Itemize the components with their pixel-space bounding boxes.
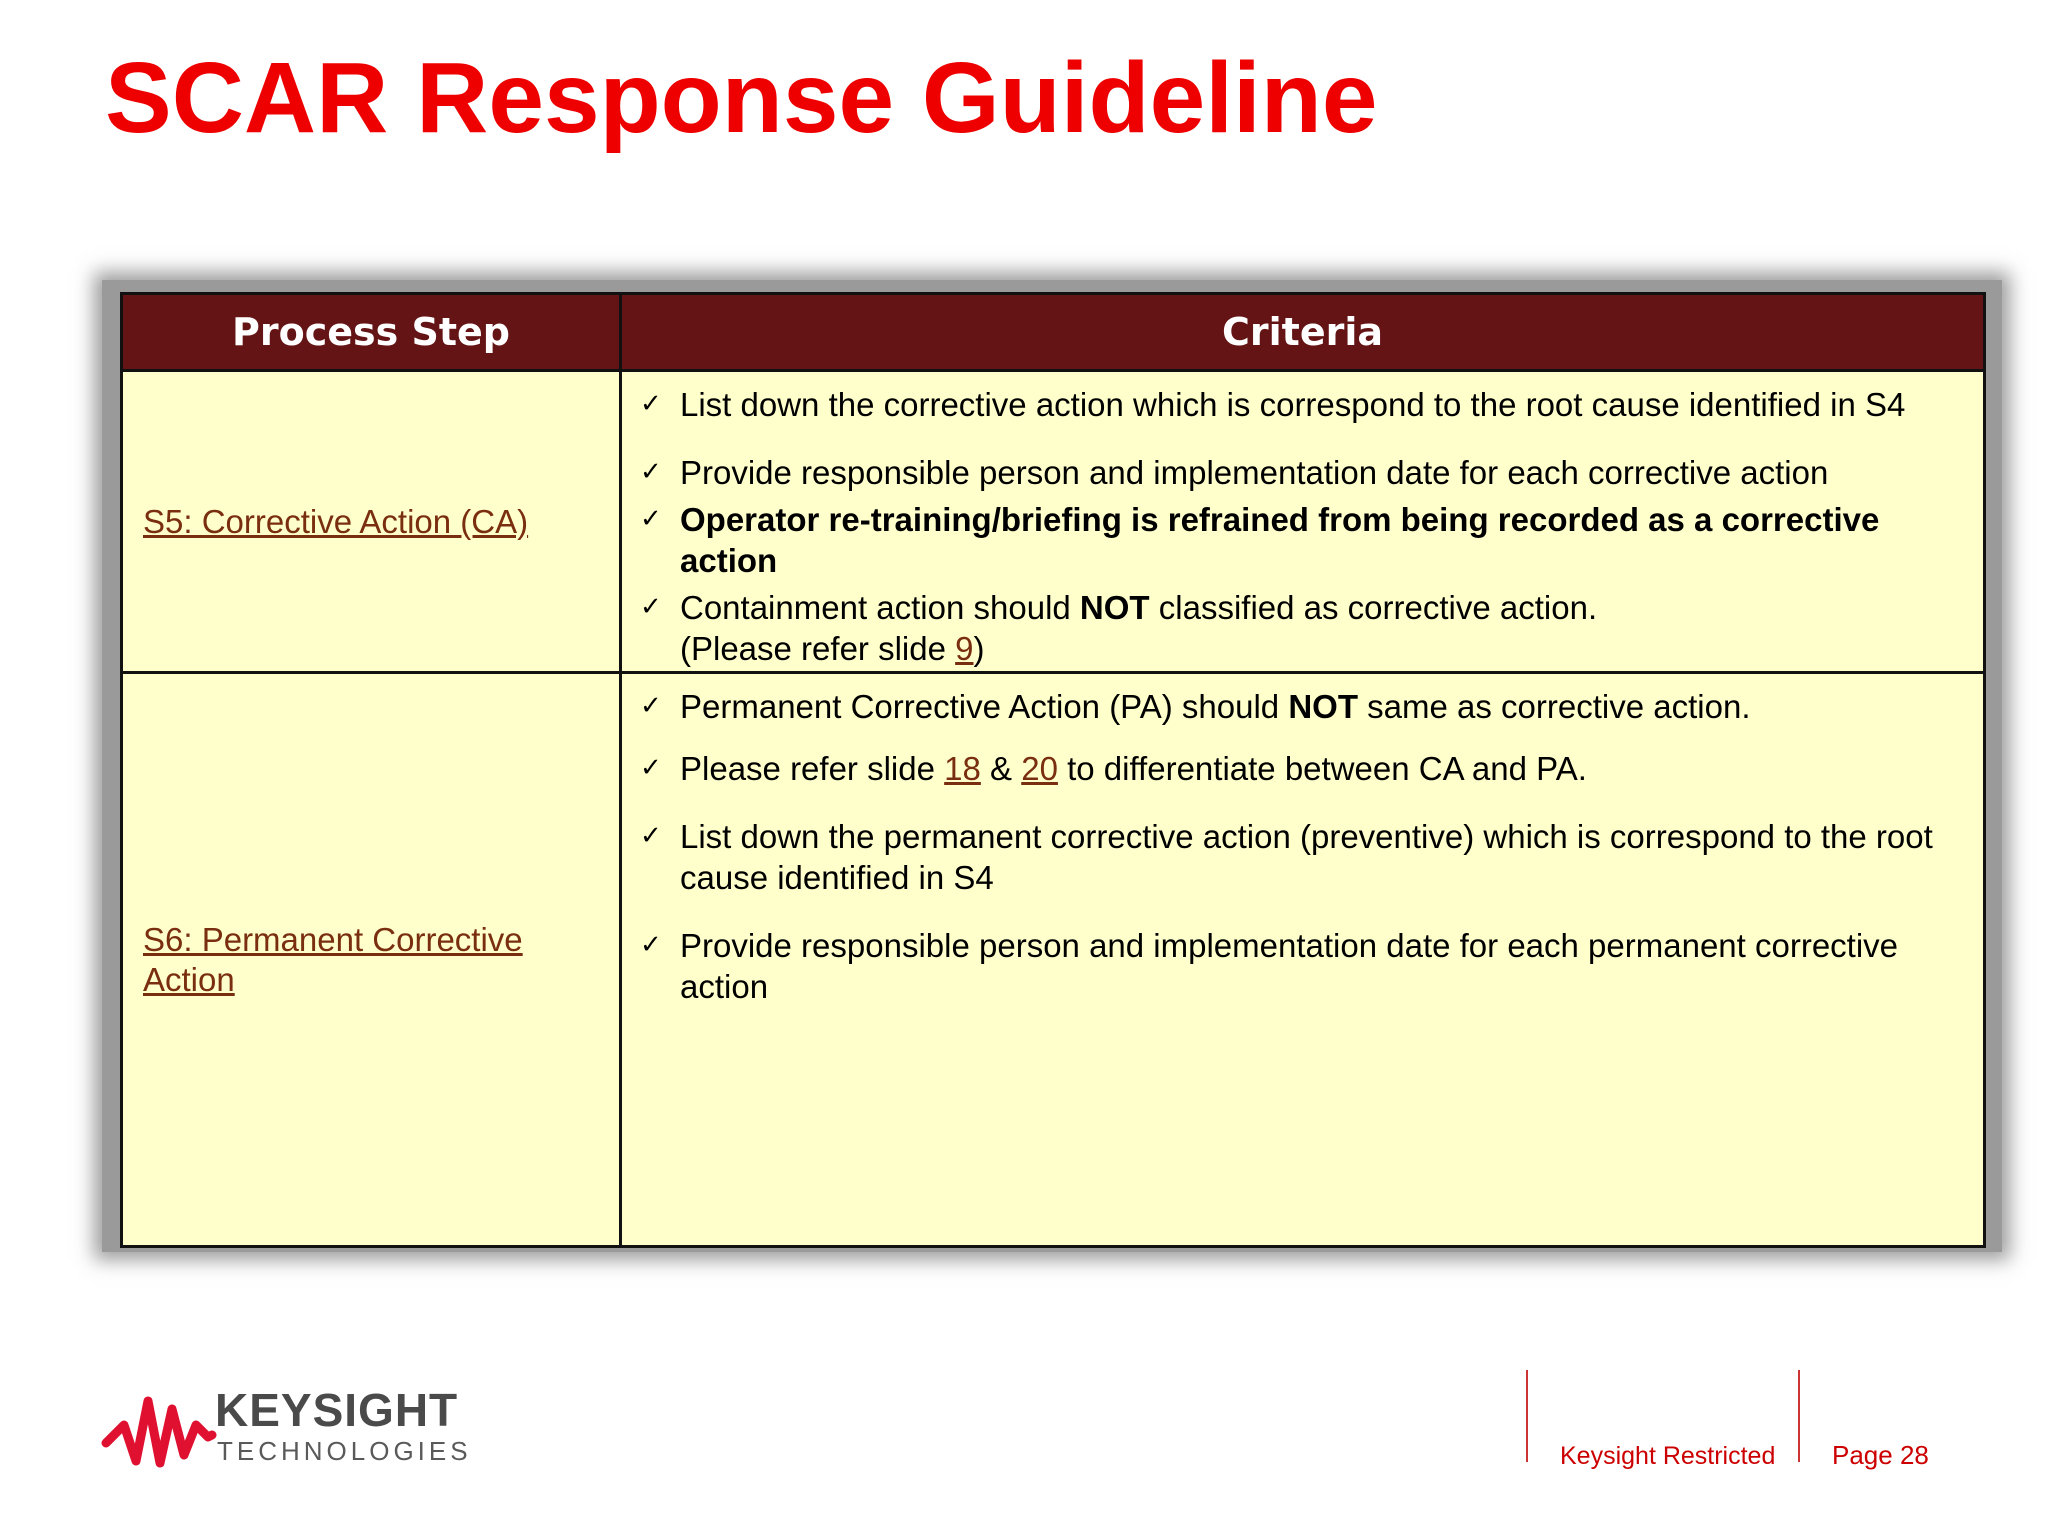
check-icon: ✓ xyxy=(640,389,662,419)
emphasis-not: NOT xyxy=(1079,589,1150,626)
classification-label: Keysight Restricted xyxy=(1560,1442,1776,1470)
check-icon: ✓ xyxy=(640,592,662,622)
criteria-cell xyxy=(621,371,1985,673)
page-number-label xyxy=(1832,1440,1929,1471)
check-icon: ✓ xyxy=(640,930,662,960)
check-icon: ✓ xyxy=(640,457,662,487)
wave-line xyxy=(106,1401,212,1463)
criteria-text: Permanent Corrective Action (PA) should xyxy=(680,688,1289,725)
footer-divider xyxy=(1526,1370,1528,1462)
criteria-item xyxy=(640,748,1959,789)
step-link-s5[interactable]: S5: Corrective Action (CA) xyxy=(143,502,529,540)
page-number: 28 xyxy=(1899,1440,1929,1470)
process-step-cell xyxy=(122,673,621,1247)
step-label-line: Action xyxy=(143,960,235,998)
check-icon: ✓ xyxy=(640,504,662,534)
page-label: Page xyxy=(1832,1440,1893,1470)
check-icon: ✓ xyxy=(640,821,662,851)
header-criteria: Criteria xyxy=(621,294,1985,371)
logo-wordmark: KEYSIGHT xyxy=(215,1384,459,1436)
table-header-row xyxy=(122,294,1985,371)
table-row-s6 xyxy=(122,673,1985,1247)
criteria-text: Containment action should xyxy=(680,589,1080,626)
criteria-list xyxy=(640,686,1959,1007)
criteria-text: Provide responsible person and implementation date for each corrective action xyxy=(680,454,1829,491)
table-row-s5 xyxy=(122,371,1985,673)
logo-subtext: TECHNOLOGIES xyxy=(217,1436,472,1466)
criteria-text: classified as corrective action. xyxy=(1149,589,1598,626)
slide-link-20[interactable]: 20 xyxy=(1021,750,1058,787)
criteria-item xyxy=(640,925,1959,1007)
criteria-text: ) xyxy=(973,630,985,667)
footer-divider xyxy=(1798,1370,1800,1462)
criteria-text: (Please refer slide xyxy=(680,630,956,667)
criteria-item xyxy=(640,587,1959,669)
slide-link-9[interactable]: 9 xyxy=(955,630,974,667)
page-title: SCAR Response Guideline xyxy=(105,42,1378,154)
emphasis-not: NOT xyxy=(1288,688,1358,725)
criteria-text: same as corrective action. xyxy=(1358,688,1751,725)
step-link-s6[interactable] xyxy=(143,921,523,998)
criteria-list xyxy=(640,384,1959,669)
criteria-item xyxy=(640,686,1959,727)
slide-link-18[interactable]: 18 xyxy=(944,750,981,787)
criteria-cell xyxy=(621,673,1985,1247)
header-process-step: Process Step xyxy=(122,294,621,371)
criteria-item xyxy=(640,452,1959,493)
check-icon: ✓ xyxy=(640,691,662,721)
criteria-item xyxy=(640,384,1959,425)
guideline-table xyxy=(120,292,1986,1248)
criteria-item xyxy=(640,816,1959,898)
criteria-text-bold: Operator re-training/briefing is refrained from being recorded as a corrective action xyxy=(680,501,1880,579)
criteria-item xyxy=(640,499,1959,581)
step-label-line: S6: Permanent Corrective xyxy=(143,920,523,958)
check-icon: ✓ xyxy=(640,753,662,783)
criteria-text: Please refer slide xyxy=(680,750,945,787)
criteria-text: Provide responsible person and implementation date for each permanent corrective action xyxy=(680,927,1899,1005)
criteria-text: & xyxy=(980,750,1022,787)
process-step-cell xyxy=(122,371,621,673)
criteria-text: List down the permanent corrective action (preventive) which is correspond to the root cause identified in S4 xyxy=(680,818,1933,896)
criteria-text: List down the corrective action which is correspond to the root cause identified in S4 xyxy=(680,386,1906,423)
criteria-text: to differentiate between CA and PA. xyxy=(1057,750,1587,787)
